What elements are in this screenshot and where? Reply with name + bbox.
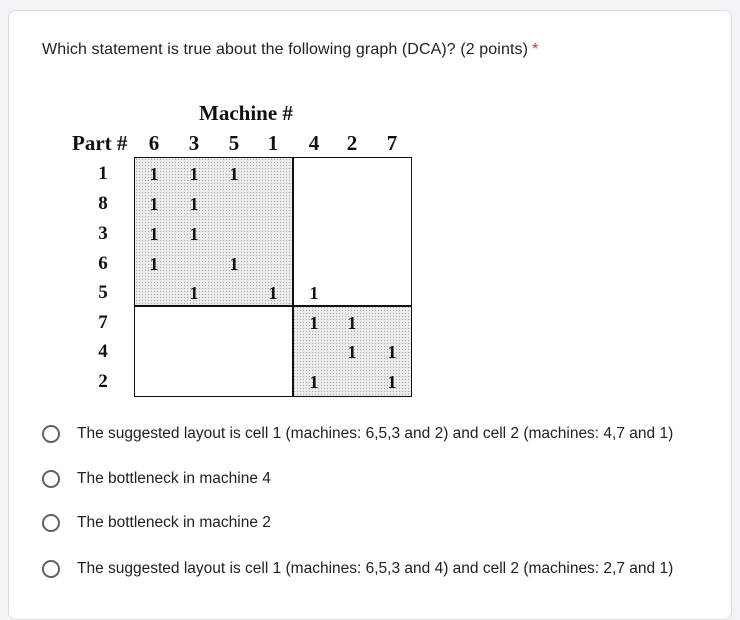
radio-button-icon[interactable] <box>42 560 60 578</box>
block-divider-vertical <box>292 158 294 396</box>
matrix-entry-p2-m7: 1 <box>387 372 397 392</box>
matrix-entry-p8-m6: 1 <box>149 194 159 214</box>
matrix-entry-p5-m4: 1 <box>309 283 319 303</box>
part-label-5: 5 <box>98 282 108 303</box>
dca-matrix-figure <box>9 11 733 411</box>
matrix-entry-p1-m6: 1 <box>149 164 159 184</box>
machine-label-6: 6 <box>148 131 160 155</box>
answer-option-1[interactable] <box>42 425 673 443</box>
machine-label-4: 4 <box>308 131 320 155</box>
machine-label-1: 1 <box>267 131 279 155</box>
radio-button-icon[interactable] <box>42 425 60 443</box>
question-text: Which statement is true about the following graph (DCA)? (2 points) <box>42 41 529 58</box>
part-label-1: 1 <box>98 163 108 184</box>
part-label-3: 3 <box>98 223 108 244</box>
matrix-entry-p1-m3: 1 <box>189 164 199 184</box>
matrix-entry-p2-m4: 1 <box>309 372 319 392</box>
answer-option-label: The suggested layout is cell 1 (machines: 6,5,3 and 2) and cell 2 (machines: 4,7 and 1) <box>77 425 674 442</box>
required-asterisk: * <box>532 41 539 58</box>
machine-axis-title: Machine # <box>199 101 293 125</box>
part-label-6: 6 <box>98 253 108 274</box>
machine-label-7: 7 <box>386 131 398 155</box>
block-divider-horizontal <box>135 305 411 307</box>
matrix-entry-p4-m7: 1 <box>387 342 397 362</box>
part-label-2: 2 <box>98 371 108 392</box>
matrix-entry-p6-m6: 1 <box>149 254 159 274</box>
part-label-8: 8 <box>98 193 108 214</box>
matrix-entry-p3-m6: 1 <box>149 224 159 244</box>
question-card <box>8 10 732 620</box>
matrix-entry-p8-m3: 1 <box>189 194 199 214</box>
matrix-entry-p7-m2: 1 <box>347 313 357 333</box>
answer-option-3[interactable] <box>42 514 271 532</box>
radio-button-icon[interactable] <box>42 514 60 532</box>
machine-label-5: 5 <box>228 131 240 155</box>
answer-option-label: The suggested layout is cell 1 (machines: 6,5,3 and 4) and cell 2 (machines: 2,7 and 1) <box>77 560 674 577</box>
part-axis-title: Part # <box>72 131 128 155</box>
matrix-entry-p3-m3: 1 <box>189 224 199 244</box>
matrix-entry-p5-m1: 1 <box>268 283 278 303</box>
matrix-grid <box>134 157 412 397</box>
part-label-4: 4 <box>98 341 108 362</box>
answer-option-4[interactable] <box>42 560 673 578</box>
matrix-entry-p1-m5: 1 <box>229 164 239 184</box>
matrix-entry-p4-m2: 1 <box>347 342 357 362</box>
answer-option-2[interactable] <box>42 470 271 488</box>
matrix-entry-p6-m5: 1 <box>229 254 239 274</box>
machine-label-2: 2 <box>346 131 358 155</box>
machine-label-3: 3 <box>188 131 200 155</box>
answer-option-label: The bottleneck in machine 2 <box>77 514 271 531</box>
radio-button-icon[interactable] <box>42 470 60 488</box>
matrix-entry-p5-m3: 1 <box>189 283 199 303</box>
answer-option-label: The bottleneck in machine 4 <box>77 470 271 487</box>
matrix-entry-p7-m4: 1 <box>309 313 319 333</box>
part-label-7: 7 <box>98 312 108 333</box>
